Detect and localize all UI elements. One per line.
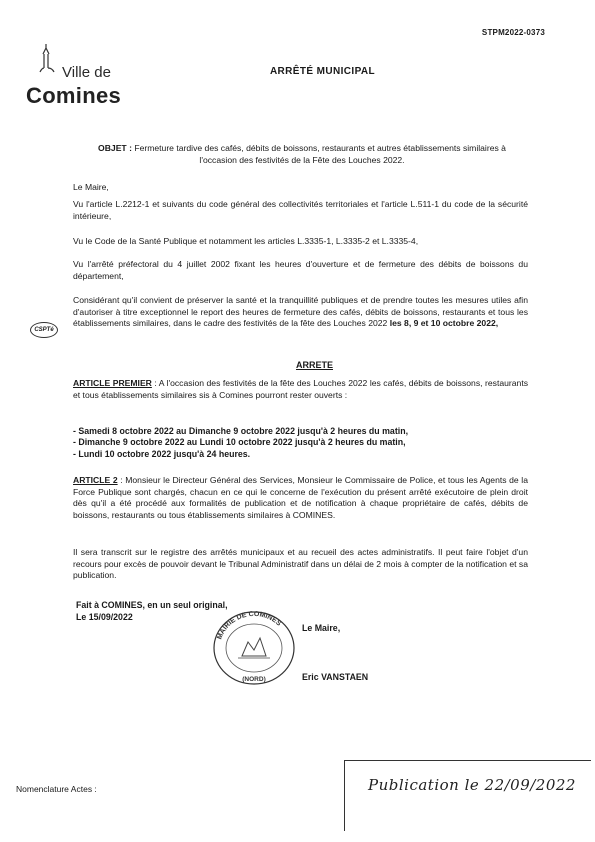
publication-handwritten: Publication le 22/09/2022 [368,776,576,794]
objet-label: OBJET : [98,143,132,153]
objet-paragraph [82,143,522,166]
logo-ville-text: Ville de [62,64,111,81]
objet-text: Fermeture tardive des cafés, débits de boissons, restaurants et autres établissements similaires à l'occasion des festivités de la Fête des Louches 2022. [134,143,506,165]
considerant-dates: les 8, 9 et 10 octobre 2022, [389,318,499,328]
opening-hours-list [73,426,533,460]
vu-paragraph-3: Vu l'arrêté préfectoral du 4 juillet 2002 fixant les heures d'ouverture et de fermeture des débits de boissons du département, [73,259,528,281]
considerant-text: Considérant qu'il convient de préserver la santé et la tranquillité publiques et de prendre toutes les mesures utiles afin d'autoriser à titre exceptionnel le report des heures de fermeture des cafés, débits de boissons, restaurants et tous les établissements similaires, dans le cadre des festivités de la fête des Louches 2022 [73,295,528,328]
logo-town-name: Comines [26,83,122,108]
article-2-paragraph [73,475,528,521]
seal-top-text: MAIRIE DE COMINES [216,610,283,641]
le-maire-line: Le Maire, [73,182,109,192]
signature-place-date [76,600,228,623]
article-1-label: ARTICLE PREMIER [73,378,152,388]
vu-paragraph-1: Vu l'article L.2212-1 et suivants du code général des collectivités territoriales et l'article L.511-1 du code de la sécurité intérieure, [73,199,528,221]
considerant-paragraph [73,295,528,330]
page-title: ARRÊTÉ MUNICIPAL [269,66,376,77]
seal-icon [208,608,300,688]
vu-paragraph-2: Vu le Code de la Santé Publique et notamment les articles L.3335-1, L.3335-2 et L.3335-4, [73,236,419,246]
fait-line: Fait à COMINES, en un seul original, [76,600,228,610]
article-1-paragraph [73,378,528,401]
signer-title: Le Maire, [302,623,341,633]
nomenclature-label: Nomenclature Actes : [16,784,97,794]
town-logo [26,42,136,112]
seal-bottom-text: (NORD) [242,676,266,683]
list-item: - Samedi 8 octobre 2022 au Dimanche 9 octobre 2022 jusqu'à 2 heures du matin, [73,426,409,436]
article-2-text: : Monsieur le Directeur Général des Services, Monsieur le Commissaire de Police, et tous les Agents de la Force Publique sont chargés, chacun en ce qui le concerne de l'exécution du présent arrêté exécutoire de plein droit dès qu'il a été procédé aux formalités de publication et de notification à chaque propriétaire de cafés, débits de boissons, restaurants ou tous établissements similaires à COMINES. [73,475,528,520]
arrete-heading: ARRETE [295,360,333,370]
mairie-seal [208,608,300,688]
document-reference: STPM2022-0373 [481,28,545,37]
article-2-label: ARTICLE 2 [73,475,118,485]
publication-box [344,760,591,831]
article-1-text: : A l'occasion des festivités de la fête des Louches 2022 les cafés, débits de boissons, restaurants et tous établissements similaires sis à Comines pourront rester ouverts : [73,378,528,400]
signer-name: Eric VANSTAEN [302,672,369,682]
date-line: Le 15/09/2022 [76,611,133,622]
list-item: - Lundi 10 octobre 2022 jusqu'à 24 heures. [73,448,251,459]
margin-stamp: CSPTé [30,322,58,338]
recours-paragraph: Il sera transcrit sur le registre des arrêtés municipaux et au recueil des actes administratifs. Il peut faire l'objet d'un recours pour excès de pouvoir devant le Tribunal Administratif dans un délai de 2 mois à compter de la notification et sa publication. [73,547,528,580]
list-item: - Dimanche 9 octobre 2022 au Lundi 10 octobre 2022 jusqu'à 2 heures du matin, [73,437,406,448]
